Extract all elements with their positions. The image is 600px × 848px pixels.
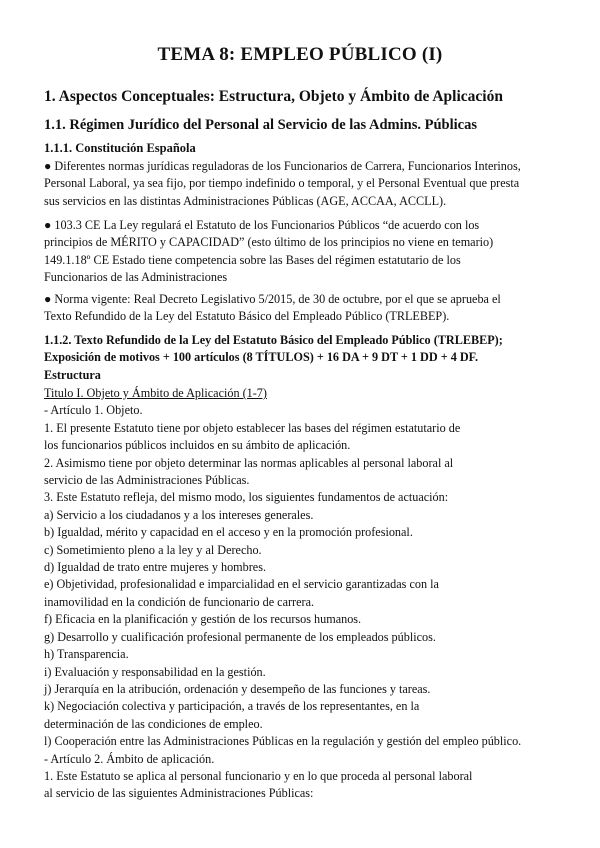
text-line: ● Diferentes normas jurídicas reguladoras de los Funcionarios de Carrera, Funcionarios Interinos, [44,159,521,173]
text-line: sus servicios en las distintas Administraciones Públicas (AGE, ACCAA, ACCLL). [44,193,447,208]
bullet-paragraph-3 [44,291,564,326]
text-line: ● 103.3 CE La Ley regulará el Estatuto de los Funcionarios Públicos “de acuerdo con los [44,218,480,232]
bullet-paragraph-2 [44,217,564,287]
text-line: c) Sometimiento pleno a la ley y al Derecho. [44,542,262,557]
text-line: b) Igualdad, mérito y capacidad en el acceso y en la promoción profesional. [44,525,413,540]
text-line: determinación de las condiciones de empleo. [44,716,263,731]
text-line: 3. Este Estatuto refleja, del mismo modo, los siguientes fundamentos de actuación: [44,490,449,505]
text-line: 1. El presente Estatuto tiene por objeto establecer las bases del régimen estatutario de [44,420,461,435]
subsubsection-heading: 1.1.1. Constitución Española [44,141,196,155]
titulo-heading: Titulo I. Objeto y Ámbito de Aplicación (1-7) [44,386,267,400]
text-line: Personal Laboral, ya sea fijo, por tiempo indefinido o temporal, y el Personal Eventual que presta [44,176,520,191]
text-line: servicio de las Administraciones Públicas. [44,473,250,488]
text-line: - Artículo 2. Ámbito de aplicación. [44,751,215,766]
text-line: 2. Asimismo tiene por objeto determinar las normas aplicables al personal laboral al [44,455,454,470]
page-title: TEMA 8: EMPLEO PÚBLICO (I) [157,44,443,65]
text-line: f) Eficacia en la planificación y gestión de los recursos humanos. [44,612,362,627]
text-line: principios de MÉRITO y CAPACIDAD” (esto último de los principios no viene en temario) [44,235,494,250]
text-line: 149.1.18º CE Estado tiene competencia sobre las Bases del régimen estatutario de los [44,252,461,267]
text-line: e) Objetividad, profesionalidad e imparcialidad en el servicio garantizadas con la [44,577,439,592]
text-line: inamovilidad en la condición de funcionario de carrera. [44,594,315,609]
text-line: i) Evaluación y responsabilidad en la gestión. [44,664,266,679]
text-line: d) Igualdad de trato entre mujeres y hombres. [44,560,267,575]
text-line: Funcionarios de las Administraciones [44,270,228,285]
text-line: k) Negociación colectiva y participación, a través de los representantes, en la [44,699,420,714]
text-line: a) Servicio a los ciudadanos y a los intereses generales. [44,507,314,522]
text-line: h) Transparencia. [44,647,129,662]
section-heading: 1. Aspectos Conceptuales: Estructura, Objeto y Ámbito de Aplicación [44,88,503,105]
text-line: j) Jerarquía en la atribución, ordenación y desempeño de las funciones y tareas. [44,681,431,696]
text-line: al servicio de las siguientes Administraciones Públicas: [44,786,314,801]
titulo-section [44,385,564,803]
text-line: g) Desarrollo y cualificación profesional permanente de los empleados públicos. [44,629,436,644]
trlebep-heading [44,332,564,384]
text-line: Exposición de motivos + 100 artículos (8 TÍTULOS) + 16 DA + 9 DT + 1 DD + 4 DF. [44,350,479,365]
text-line: Estructura [44,367,101,382]
text-line: los funcionarios públicos incluidos en su ámbito de aplicación. [44,438,351,453]
text-line: - Artículo 1. Objeto. [44,403,143,418]
text-line: 1. Este Estatuto se aplica al personal funcionario y en lo que proceda al personal laboral [44,768,473,783]
text-line: ● Norma vigente: Real Decreto Legislativo 5/2015, de 30 de octubre, por el que se aprueba el [44,292,501,306]
text-line: 1.1.2. Texto Refundido de la Ley del Estatuto Básico del Empleado Público (TRLEBEP); [44,333,503,347]
subsection-heading: 1.1. Régimen Jurídico del Personal al Servicio de las Admins. Públicas [44,117,477,133]
text-line: Texto Refundido de la Ley del Estatuto Básico del Empleado Público (TRLEBEP). [44,309,450,324]
bullet-paragraph-1 [44,158,564,210]
text-line: l) Cooperación entre las Administraciones Públicas en la regulación y gestión del empleo público. [44,734,522,749]
